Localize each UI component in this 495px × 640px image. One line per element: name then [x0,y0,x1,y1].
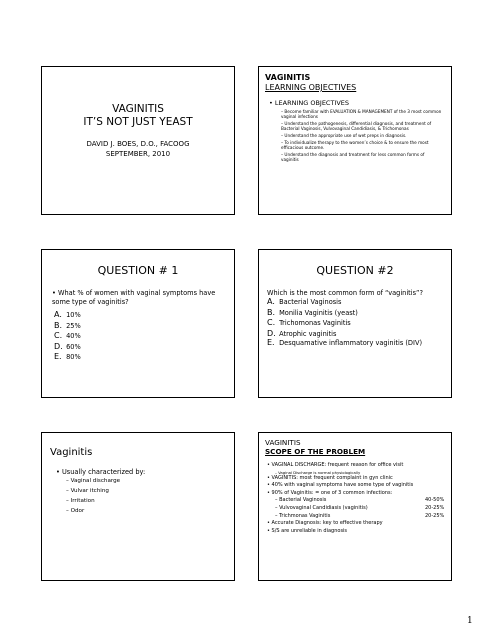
answer-option: E. Desquamative inflammatory vaginitis (DIV) [267,338,423,347]
objective-item: – To individualize therapy to the women’s choice & to ensure the most efficacious outcome. [281,140,429,150]
scope-line: • 40% with vaginal symptoms have some type of vaginitis [267,482,414,489]
answer-option: C. Trichomonas Vaginitis [267,318,351,327]
symptom-item: – Irritation [66,498,95,504]
infection-row: – Vulvovaginal Candidiasis (vaginitis) 20-25% [275,504,445,511]
question-text: Which is the most common form of “vaginitis”? [267,289,423,297]
slide5-title: Vaginitis [50,447,93,458]
scope-line: • 90% of Vaginitis: = one of 3 common infections: [267,489,393,496]
answer-option: A. 10% [54,310,81,319]
slide6-title: VAGINITIS [265,438,301,447]
scope-line: • Accurate Diagnosis: key to effective therapy [267,520,383,527]
slide-scope-of-problem [258,432,452,581]
objective-item: – Understand the diagnosis and treatment for less common forms of vaginitis [281,152,425,162]
slide1-title: VAGINITIS IT’S NOT JUST YEAST [83,103,193,128]
scope-subline: – Vaginal Discharge is normal physiologically [275,469,361,475]
slide6-subtitle: SCOPE OF THE PROBLEM [265,447,366,456]
scope-line: • VAGINAL DISCHARGE: frequent reason for office visit [267,462,404,468]
page-number: 1 [467,616,473,626]
infection-row: – Bacterial Vaginosis 40-50% [275,497,445,504]
question-text: • What % of women with vaginal symptoms have some type of vaginitis? [52,289,216,306]
objective-item: – Become familiar with EVALUATION & MANAGEMENT of the 3 most common vaginal infections [281,109,442,119]
symptom-item: – Vulvar itching [66,488,109,494]
slide2-title: VAGINITIS [265,73,311,82]
answer-option: D. Atrophic vaginitis [267,328,337,338]
answer-option: B. Monilia Vaginitis (yeast) [267,307,358,317]
symptom-item: – Odor [66,508,85,514]
slide-question-1 [41,249,235,398]
slide4-title: QUESTION #2 [316,264,394,277]
slide-question-2 [258,249,452,398]
slide1-byline: DAVID J. BOES, D.O., FACOOG SEPTEMBER, 2010 [86,140,190,158]
slide-learning-objectives [258,66,452,215]
slide3-title: QUESTION # 1 [97,264,179,277]
symptom-item: – Vaginal discharge [66,478,121,484]
objective-item: – Understand the pathogenesis, differential diagnosis, and treatment of Bacterial Vaginosis, Vulvovaginal Candidiasis, & Trichomonas [281,121,432,131]
slide5-bullet: • Usually characterized by: [56,468,146,476]
slide2-bullet: • LEARNING OBJECTIVES [269,99,350,107]
answer-option: C. 40% [54,331,81,340]
infection-row: – Trichmonas Vaginitis 20-25% [275,512,445,519]
slide2-subtitle: LEARNING OBJECTIVES [265,83,357,92]
answer-option: D. 60% [54,341,81,351]
scope-line: • S/S are unreliable in diagnosis [267,527,348,534]
slide-vaginitis [41,432,235,581]
scope-line: • VAGINITIS: most frequent complaint in gyn clinic [267,474,393,481]
answer-option: A. Bacterial Vaginosis [267,297,342,306]
slide-title [41,66,235,215]
objective-item: – Understand the appropriate use of wet preps in diagnosis. [281,133,407,138]
answer-option: E. 80% [54,352,81,361]
answer-option: B. 25% [54,320,81,330]
